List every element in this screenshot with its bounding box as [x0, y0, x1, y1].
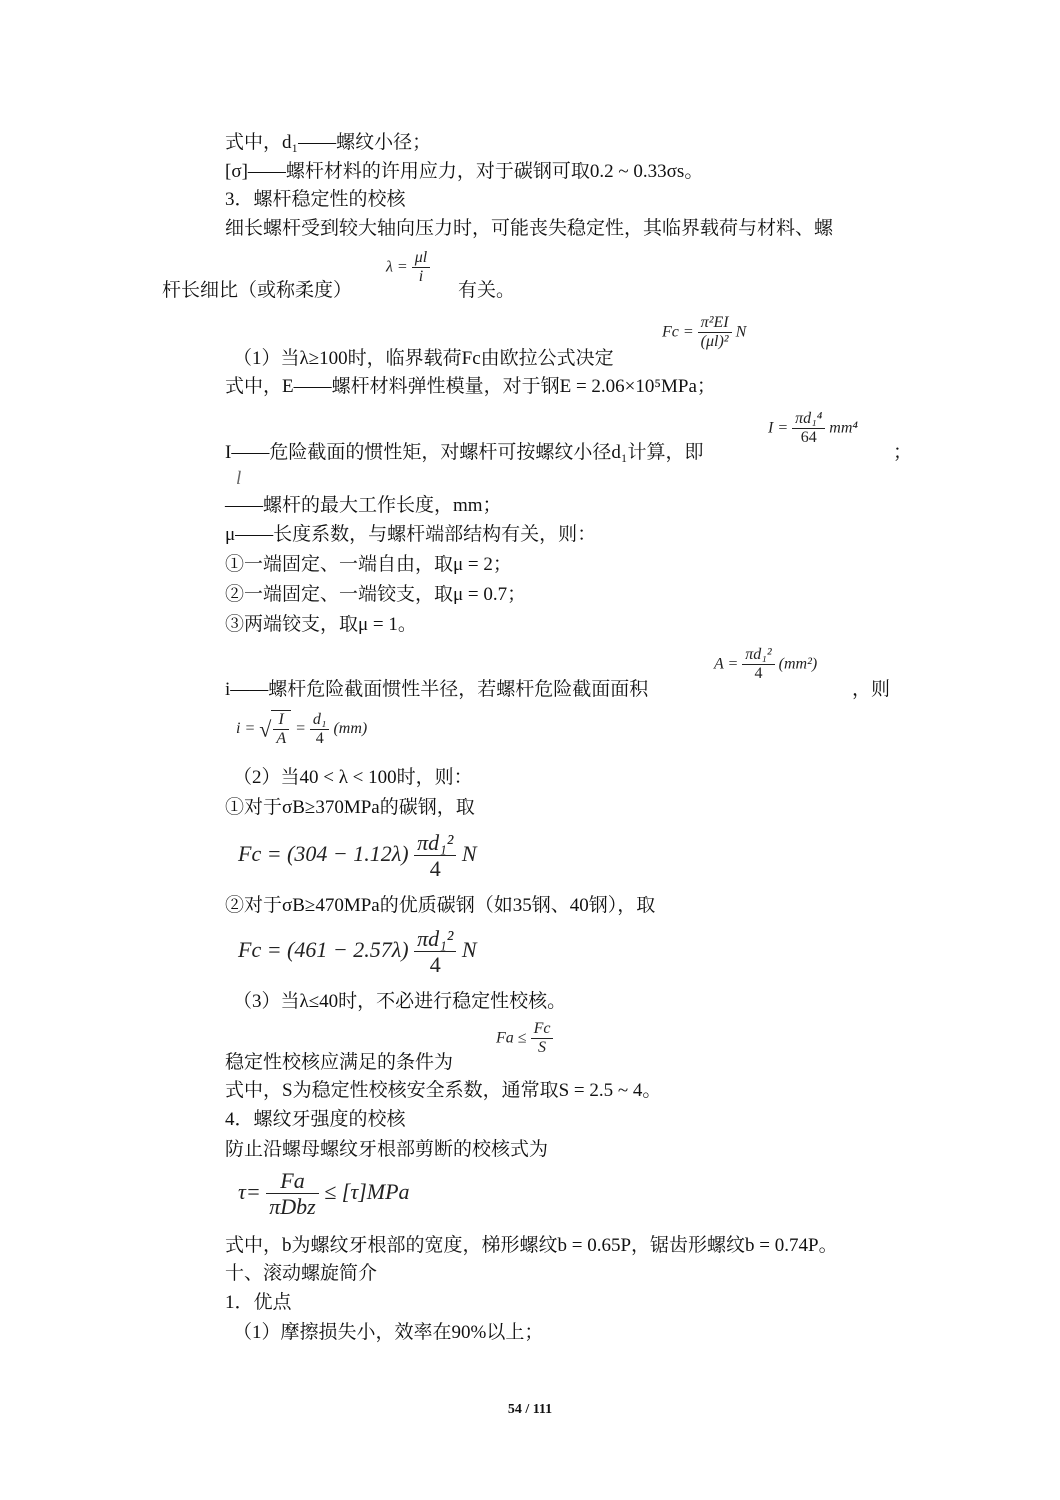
eq-unit: N	[461, 936, 477, 962]
list-item: ①一端固定、一端自由，取μ = 2；	[225, 554, 512, 575]
eq-numerator: Fc	[531, 1020, 554, 1039]
equation-fc-quality-steel	[238, 926, 477, 978]
symbol-l: l	[236, 468, 242, 489]
eq-lhs: Fc = (461 − 2.57λ)	[238, 936, 409, 962]
text-line: I——危险截面的惯性矩，对螺杆可按螺纹小径d₁计算，即	[225, 442, 704, 463]
text-line: 杆长细比（或称柔度）	[162, 280, 353, 301]
equation-inertia	[768, 410, 858, 448]
subsection-heading: 1．优点	[225, 1292, 292, 1313]
eq-numerator: πd₁²	[414, 830, 456, 856]
eq-denominator: S	[538, 1039, 546, 1057]
equation-thread-shear	[238, 1168, 410, 1220]
text-line: 防止沿螺母螺纹牙根部剪断的校核式为	[225, 1139, 549, 1160]
eq-unit: (mm²)	[778, 655, 818, 673]
equation-area	[714, 646, 817, 684]
eq-unit: mm⁴	[829, 419, 858, 437]
text-line: 式中，d₁——螺纹小径；	[225, 132, 432, 153]
eq-numerator: πd₁²	[742, 646, 774, 665]
eq-lhs: I =	[768, 419, 789, 437]
text-line: 式中，E——螺杆材料弹性模量，对于钢E = 2.06×10⁵MPa；	[225, 376, 716, 397]
text-line: i——螺杆危险截面惯性半径，若螺杆危险截面面积	[225, 679, 649, 700]
eq-denominator: i	[418, 268, 424, 286]
eq-lhs: A =	[714, 655, 739, 673]
text-line: ；	[893, 442, 913, 463]
equation-stability	[496, 1020, 553, 1058]
eq-denominator: 4	[429, 856, 441, 882]
text-line: （3）当λ≤40时，不必进行稳定性校核。	[233, 991, 567, 1012]
eq-numerator: πd₁⁴	[792, 410, 825, 429]
eq-lhs: Fa ≤	[496, 1029, 527, 1047]
text-line: μ——长度系数，与螺杆端部结构有关，则：	[225, 524, 597, 545]
eq-unit: N	[735, 323, 747, 341]
eq-numerator: I	[273, 711, 289, 730]
section-heading: 3．螺杆稳定性的校核	[225, 189, 406, 210]
eq-lhs: i =	[236, 720, 256, 738]
eq-lhs: τ=	[238, 1178, 261, 1204]
eq-lhs: Fc =	[662, 323, 694, 341]
text-line: （1）当λ≥100时，临界载荷Fc由欧拉公式决定	[233, 348, 614, 369]
section-heading: 4．螺纹牙强度的校核	[225, 1109, 406, 1130]
eq-numerator: d₁	[310, 711, 330, 730]
text-line: 细长螺杆受到较大轴向压力时，可能丧失稳定性，其临界载荷与材料、螺	[225, 218, 834, 239]
section-heading: 十、滚动螺旋简介	[225, 1263, 378, 1284]
text-line: 式中，b为螺纹牙根部的宽度，梯形螺纹b = 0.65P，锯齿形螺纹b = 0.74P。	[225, 1235, 838, 1256]
text-line: 稳定性校核应满足的条件为	[225, 1052, 454, 1073]
list-item: ②一端固定、一端铰支，取μ = 0.7；	[225, 584, 527, 605]
text-line: （2）当40 < λ < 100时，则：	[233, 767, 473, 788]
text-line: （1）摩擦损失小，效率在90%以上；	[233, 1322, 544, 1343]
eq-unit: (mm)	[333, 720, 368, 738]
eq-denominator: (μl)²	[700, 333, 729, 351]
eq-denominator: A	[276, 730, 287, 748]
text-line: [σ]——螺杆材料的许用应力，对于碳钢可取0.2 ~ 0.33σs。	[225, 161, 704, 182]
eq-unit: N	[461, 840, 477, 866]
list-item: ②对于σB≥470MPa的优质碳钢（如35钢、40钢），取	[225, 895, 656, 916]
equation-radius: i = √ $\frac{I}{A}$ = $\frac{\text{d₁}}{4}$ (mm)	[236, 710, 368, 748]
equation-fc-carbon-steel	[238, 830, 477, 882]
eq-numerator: π²EI	[698, 314, 732, 333]
eq-denominator: 4	[429, 952, 441, 978]
text-line: ——螺杆的最大工作长度，mm；	[225, 495, 502, 516]
text-line: 式中，S为稳定性校核安全系数，通常取S = 2.5 ~ 4。	[225, 1080, 662, 1101]
equation-euler	[662, 314, 746, 352]
eq-denominator: 4	[754, 665, 763, 683]
eq-lhs: Fc = (304 − 1.12λ)	[238, 840, 409, 866]
eq-denominator: πDbz	[269, 1194, 316, 1220]
eq-numerator: Fa	[266, 1168, 318, 1194]
eq-denominator: 4	[315, 729, 324, 747]
page-number: 54 / 111	[507, 1402, 553, 1417]
eq-rhs: ≤ [τ]MPa	[324, 1178, 410, 1204]
list-item: ①对于σB≥370MPa的碳钢，取	[225, 797, 475, 818]
eq-lhs: λ =	[386, 258, 408, 276]
text-line: 有关。	[458, 280, 516, 301]
eq-numerator: μl	[412, 249, 430, 268]
list-item: ③两端铰支，取μ = 1。	[225, 614, 417, 635]
eq-denominator: 64	[800, 429, 817, 447]
text-line: ，则	[852, 679, 891, 700]
equation-slenderness	[386, 249, 430, 287]
eq-equals: =	[295, 720, 306, 738]
eq-numerator: πd₁²	[414, 926, 456, 952]
